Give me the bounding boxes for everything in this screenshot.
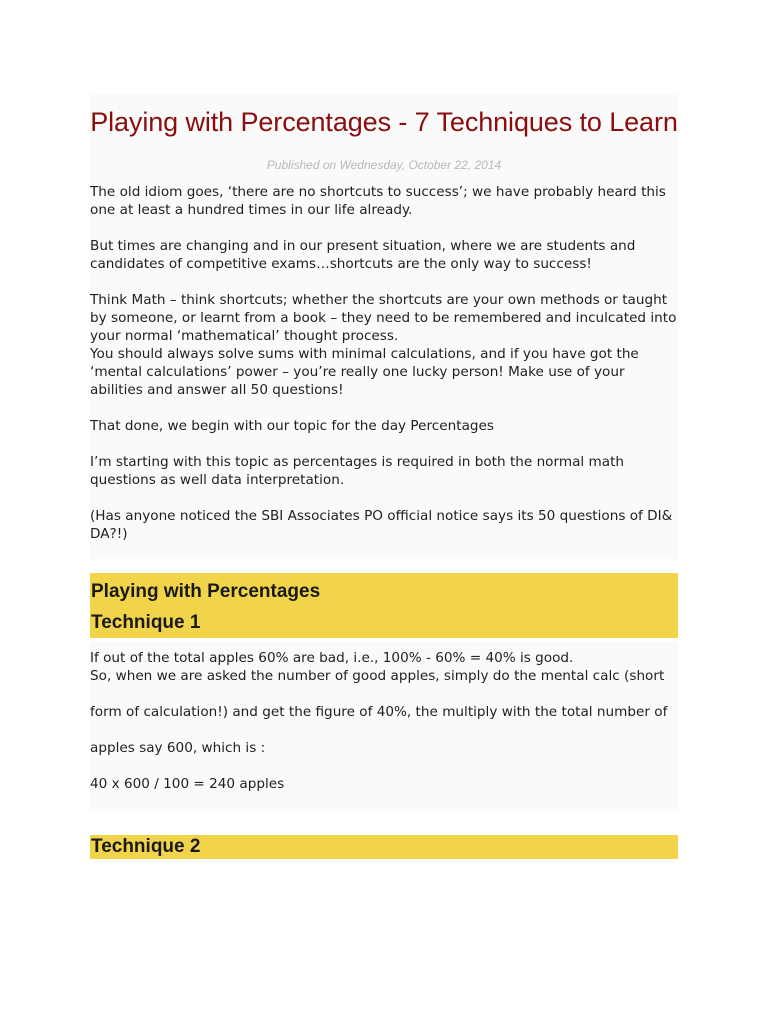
technique-1-line: form of calculation!) and get the figure of 40%, the multiply with the total number of xyxy=(90,704,668,720)
section-header xyxy=(90,573,678,638)
intro-paragraph: That done, we begin with our topic for the day Percentages xyxy=(90,418,494,434)
technique-1-line: If out of the total apples 60% are bad, i.e., 100% - 60% = 40% is good. xyxy=(90,650,574,666)
intro-paragraph xyxy=(90,291,678,345)
title-block xyxy=(90,94,678,179)
intro-paragraph: (Has anyone noticed the SBI Associates PO official notice says its 50 questions of DI& DA?!) xyxy=(90,508,673,542)
published-date: Published on Wednesday, October 22, 2014 xyxy=(266,158,502,172)
intro-sentence: Think Math – think shortcuts; whether the shortcuts are your own methods or taught by someone, or learnt from a book – they need to be remembered and inculcated into your normal ‘mathematical’ thought process. xyxy=(90,292,677,344)
intro-paragraph: The old idiom goes, ‘there are no shortcuts to success’; we have probably heard this one at least a hundred times in our life already. xyxy=(90,184,666,218)
technique-1-body xyxy=(90,642,678,811)
technique-2-heading: Technique 2 xyxy=(90,835,678,859)
technique-1-line: apples say 600, which is : xyxy=(90,740,266,756)
technique-1-heading: Technique 1 xyxy=(91,612,201,633)
section-heading: Playing with Percentages xyxy=(91,581,321,602)
technique-1-line: So, when we are asked the number of good apples, simply do the mental calc (short xyxy=(90,668,665,684)
intro-paragraph: But times are changing and in our present situation, where we are students and candidates of competitive exams…shortcuts are the only way to success! xyxy=(90,238,636,272)
technique-1-line: 40 x 600 / 100 = 240 apples xyxy=(90,776,285,792)
article-title: Playing with Percentages - 7 Techniques to Learn xyxy=(90,107,678,137)
intro-paragraph: I’m starting with this topic as percentages is required in both the normal math questions as well data interpretation. xyxy=(90,454,625,488)
intro-section xyxy=(90,179,678,559)
intro-paragraph: You should always solve sums with minimal calculations, and if you have got the ‘mental calculations’ power – you’re really one lucky person! Make use of your abilities and answer all 50 questions! xyxy=(90,346,639,398)
article xyxy=(90,94,678,859)
